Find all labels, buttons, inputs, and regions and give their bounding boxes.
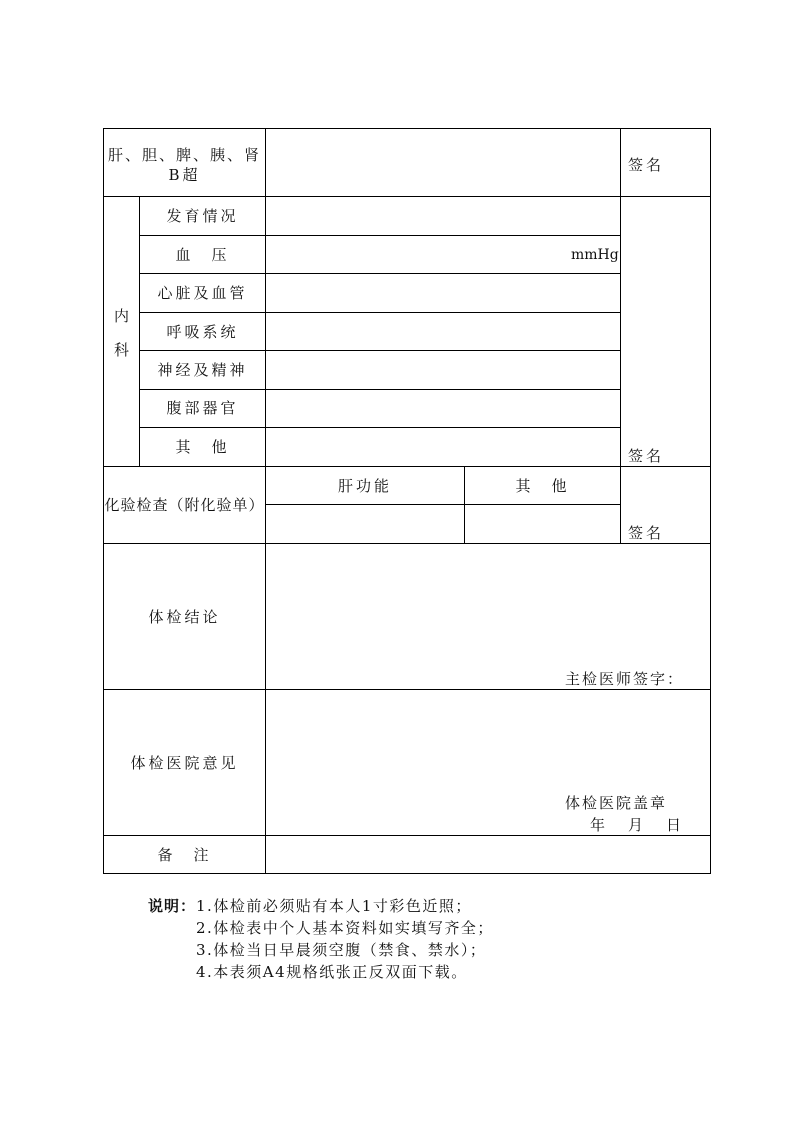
table-border-bottom: [103, 873, 711, 874]
conclusion-label: 体检结论: [148, 608, 221, 626]
blood-pressure-unit: mmHg: [571, 247, 619, 263]
internal-medicine-char1: 内: [113, 307, 129, 325]
row-divider: [103, 835, 711, 836]
internal-medicine-char2: 科: [113, 341, 129, 359]
row-divider: [139, 427, 620, 428]
row-divider: [139, 312, 620, 313]
exam-item-label: 神经及精神: [157, 361, 248, 379]
hospital-seal: 体检医院盖章: [565, 794, 668, 812]
exam-item-label: 血 压: [175, 246, 230, 264]
instruction-line: [148, 895, 494, 917]
row-divider: [139, 273, 620, 274]
row-divider: [103, 543, 711, 544]
row-divider: [139, 350, 620, 351]
instructions: [148, 895, 494, 983]
instructions-title: 说明：: [148, 897, 197, 915]
row-divider: [103, 689, 711, 690]
exam-item-label: 其 他: [175, 438, 230, 456]
ultrasound-label-line1: 肝、胆、脾、胰、肾: [107, 146, 261, 164]
hospital-opinion-label: 体检医院意见: [130, 754, 239, 772]
row-divider: [265, 504, 620, 505]
row-divider: [139, 235, 620, 236]
lab-test-liver-function: 肝功能: [337, 477, 392, 495]
table-border-right: [710, 128, 711, 874]
doctor-signature: 主检医师签字：: [565, 670, 685, 688]
exam-item-label: 腹部器官: [166, 399, 239, 417]
column-divider: [265, 128, 266, 874]
exam-item-label: 心脏及血管: [157, 284, 248, 302]
hospital-date: 年 月 日: [590, 816, 686, 834]
instruction-item: 4.本表须A4规格纸张正反双面下载。: [196, 963, 468, 981]
instruction-item: 3.体检当日早晨须空腹（禁食、禁水）；: [196, 941, 487, 959]
exam-item-label: 呼吸系统: [166, 323, 239, 341]
instruction-item: 2.体检表中个人基本资料如实填写齐全；: [196, 919, 494, 937]
lab-test-other: 其 他: [515, 477, 570, 495]
exam-item-label: 发育情况: [166, 207, 239, 225]
ultrasound-signature: 签名: [628, 156, 665, 174]
internal-medicine-signature: 签名: [628, 447, 665, 465]
lab-test-label: 化验检查（附化验单）: [104, 496, 265, 514]
remarks-label: 备 注: [157, 846, 212, 864]
row-divider: [139, 389, 620, 390]
ultrasound-label-line2: B超: [168, 166, 201, 184]
column-divider: [620, 128, 621, 543]
instruction-item: 1.体检前必须贴有本人1寸彩色近照；: [196, 897, 472, 915]
lab-test-signature: 签名: [628, 524, 665, 542]
